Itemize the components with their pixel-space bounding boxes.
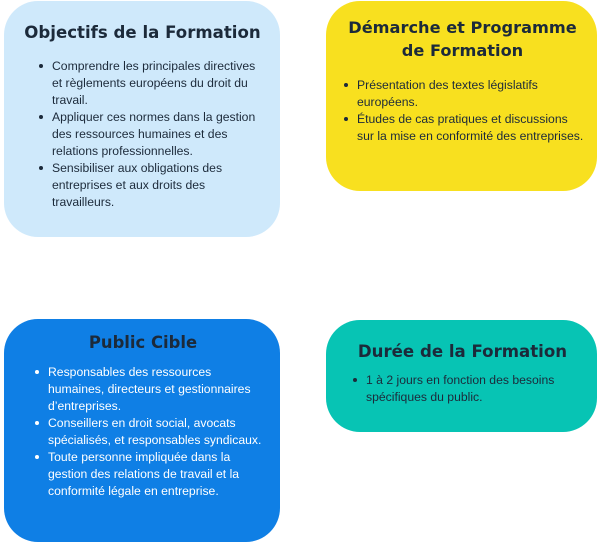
- demarche-title: Démarche et Programme de Formation: [348, 18, 577, 60]
- demarche-list: [338, 77, 587, 145]
- duree-title: Durée de la Formation: [357, 342, 568, 361]
- list-item: Sensibiliser aux obligations des entreprises et aux droits des travailleurs.: [52, 160, 262, 211]
- public-cible-title: Public Cible: [88, 333, 198, 352]
- list-item: Présentation des textes législatifs européens.: [357, 77, 587, 111]
- list-item: Comprendre les principales directives et règlements européens du droit du travail.: [52, 58, 262, 109]
- duree-list: [338, 372, 587, 406]
- objectifs-card: [4, 1, 280, 237]
- list-item: Toute personne impliquée dans la gestion des relations de travail et la conformité légale en entreprise.: [48, 449, 266, 500]
- list-item: Études de cas pratiques et discussions sur la mise en conformité des entreprises.: [357, 111, 587, 145]
- public-cible-list: [20, 364, 266, 500]
- list-item: Conseillers en droit social, avocats spécialisés, et responsables syndicaux.: [48, 415, 266, 449]
- objectifs-title: Objectifs de la Formation: [24, 23, 261, 42]
- list-item: 1 à 2 jours en fonction des besoins spécifiques du public.: [366, 372, 587, 406]
- objectifs-list: [23, 58, 262, 211]
- list-item: Responsables des ressources humaines, directeurs et gestionnaires d’entreprises.: [48, 364, 266, 415]
- duree-card: [326, 320, 597, 432]
- demarche-card: [326, 1, 597, 191]
- list-item: Appliquer ces normes dans la gestion des ressources humaines et des relations professionnelles.: [52, 109, 262, 160]
- public-cible-card: [4, 319, 280, 542]
